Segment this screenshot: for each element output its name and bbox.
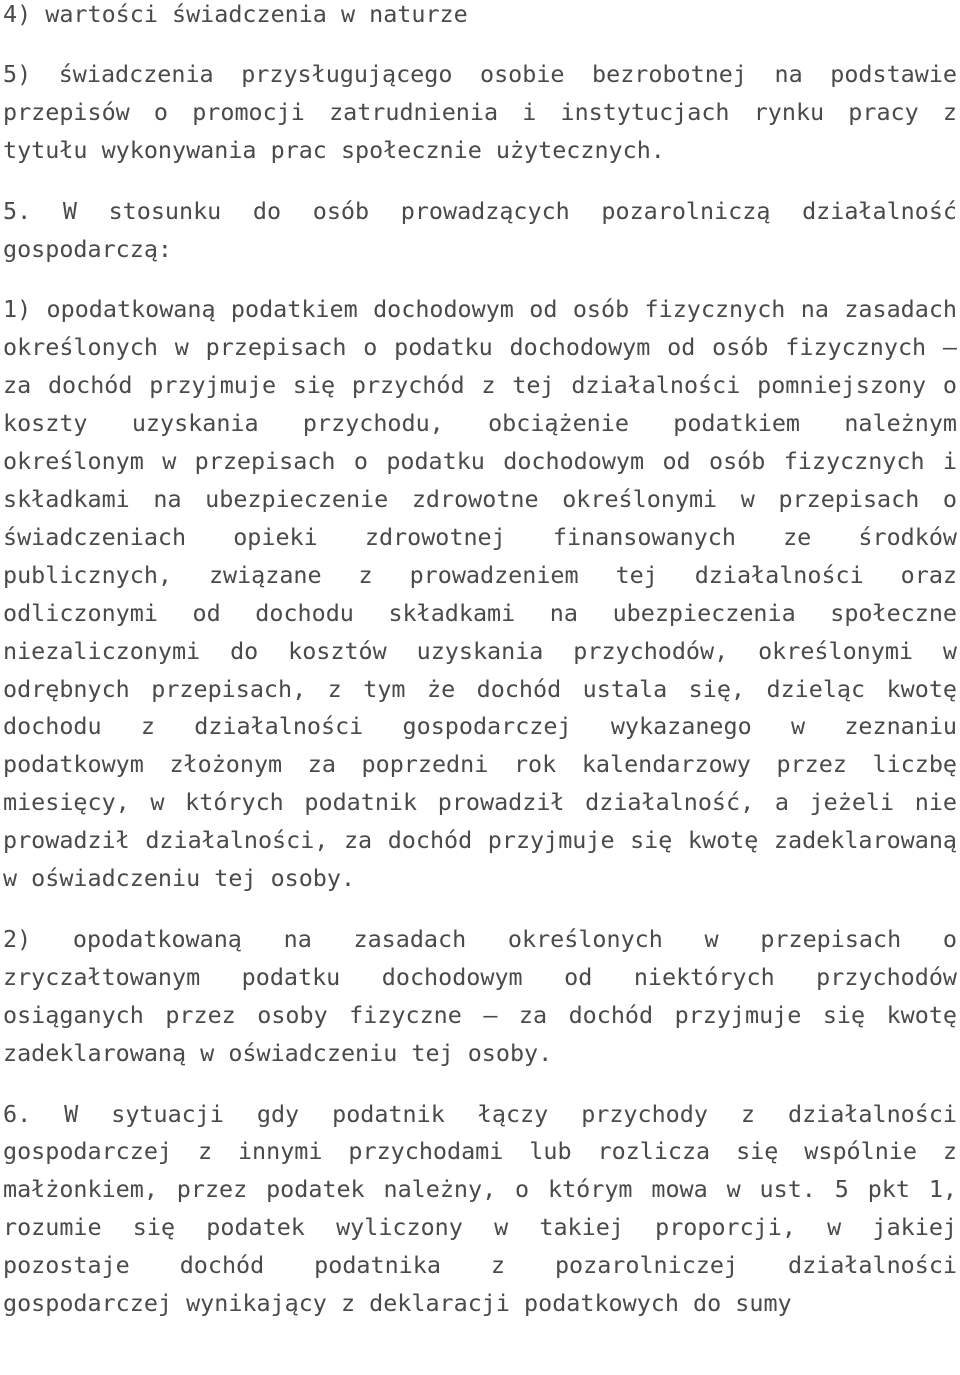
document-page [3,0,957,1323]
paragraph-section-5: 5. W stosunku do osób prowadzących pozarolniczą działalność gospodarczą: [3,196,957,263]
paragraph-section-6: 6. W sytuacji gdy podatnik łączy przychody z działalności gospodarczej z innymi przychodami lub rozlicza się wspólnie z małżonkiem, przez podatek należny, o którym mowa w ust. 5 pkt 1, rozumie się podatek wyliczony w takiej proporcji, w jakiej pozostaje dochód podatnika z pozarolniczej działalności gospodarczej wynikający z deklaracji podatkowych do sumy [3,1099,957,1318]
paragraph-point-1: 1) opodatkowaną podatkiem dochodowym od osób fizycznych na zasadach określonych w przepisach o podatku dochodowym od osób fizycznych — za dochód przyjmuje się przychód z tej działalności pomniejszony o koszty uzyskania przychodu, obciążenie podatkiem należnym określonym w przepisach o podatku dochodowym od osób fizycznych i składkami na ubezpieczenie zdrowotne określonymi w przepisach o świadczeniach opieki zdrowotnej finansowanych ze środków publicznych, związane z prowadzeniem tej działalności oraz odliczonymi od dochodu składkami na ubezpieczenia społeczne niezaliczonymi do kosztów uzyskania przychodów, określonymi w odrębnych przepisach, z tym że dochód ustala się, dzieląc kwotę dochodu z działalności gospodarczej wykazanego w zeznaniu podatkowym złożonym za poprzedni rok kalendarzowy przez liczbę miesięcy, w których podatnik prowadził działalność, a jeżeli nie prowadził działalności, za dochód przyjmuje się kwotę zadeklarowaną w oświadczeniu tej osoby. [3,295,957,893]
paragraph-point-2: 2) opodatkowaną na zasadach określonych w przepisach o zryczałtowanym podatku dochodowym od niektórych przychodów osiąganych przez osoby fizyczne — za dochód przyjmuje się kwotę zadeklarowaną w oświadczeniu tej osoby. [3,924,957,1067]
paragraph-item-4: 4) wartości świadczenia w naturze [3,0,468,28]
paragraph-item-5: 5) świadczenia przysługującego osobie bezrobotnej na podstawie przepisów o promocji zatrudnienia i instytucjach rynku pracy z tytułu wykonywania prac społecznie użytecznych. [3,59,957,164]
